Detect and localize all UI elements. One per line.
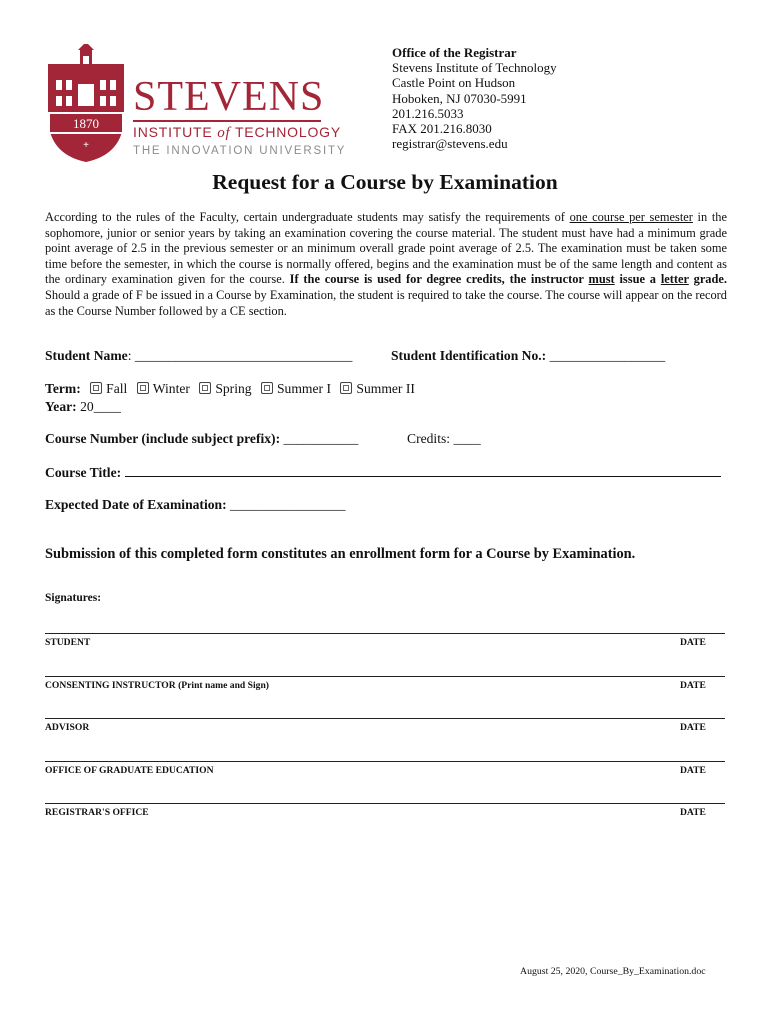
- expected-date-field[interactable]: [45, 497, 346, 513]
- student-id-label: Student Identification No.:: [391, 348, 550, 363]
- registrar-email: registrar@stevens.edu: [392, 136, 508, 152]
- signature-label-advisor: ADVISOR: [45, 722, 90, 733]
- wordmark-institute-text: INSTITUTE: [133, 124, 213, 140]
- student-id-field[interactable]: [391, 348, 665, 364]
- footer-doc-info: August 25, 2020, Course_By_Examination.doc: [520, 966, 706, 977]
- date-label-advisor: DATE: [680, 722, 706, 733]
- term-spring-checkbox[interactable]: [199, 382, 211, 394]
- student-name-field[interactable]: [45, 348, 352, 364]
- wordmark-name: STEVENS: [133, 74, 325, 120]
- expected-date-blank[interactable]: _________________: [230, 497, 346, 512]
- year-field[interactable]: [45, 399, 121, 415]
- signature-label-instructor: CONSENTING INSTRUCTOR (Print name and Sign): [45, 680, 269, 691]
- signatures-label: Signatures:: [45, 592, 102, 604]
- date-label-registrar: DATE: [680, 807, 706, 818]
- term-winter-checkbox[interactable]: [137, 382, 149, 394]
- term-spring-label: Spring: [215, 381, 252, 396]
- svg-text:1870: 1870: [73, 116, 99, 131]
- course-title-label: Course Title:: [45, 465, 125, 480]
- signature-label-registrar: REGISTRAR'S OFFICE: [45, 807, 149, 818]
- intro-bold-3: grade.: [688, 272, 727, 287]
- intro-bold-must: must: [588, 272, 615, 287]
- signature-label-graduate-office: OFFICE OF GRADUATE EDUCATION: [45, 765, 214, 776]
- term-winter-label: Winter: [152, 381, 190, 396]
- student-name-label: Student Name: [45, 348, 128, 363]
- expected-date-label: Expected Date of Examination:: [45, 497, 231, 512]
- term-fall-checkbox[interactable]: [90, 382, 102, 394]
- term-summer1-checkbox[interactable]: [261, 382, 273, 394]
- intro-bold-1: If the course is used for degree credits, the instructor: [289, 272, 589, 287]
- intro-paragraph: [45, 210, 727, 319]
- term-summer2-label: Summer II: [356, 381, 415, 396]
- intro-bold-letter: letter: [660, 272, 689, 287]
- course-title-field[interactable]: [45, 464, 721, 481]
- date-label-instructor: DATE: [680, 680, 706, 691]
- course-number-label: Course Number (include subject prefix):: [45, 431, 284, 446]
- wordmark-tagline: THE INNOVATION UNIVERSITY: [133, 145, 347, 157]
- credits-field[interactable]: [407, 431, 481, 447]
- student-id-blank[interactable]: _________________: [549, 348, 666, 363]
- intro-text-2: in the sophomore, junior or senior years by taking an examination covering the course material. The student must have had a minimum grade point average of 2.5 in the previous semester or an minimum overall grade point average of 2.5. The examination must be taken some time before the semester, in which the course is normally offered, begins and the examination must be of the same length and content as the ordinary examination given for the course.: [45, 210, 727, 287]
- wordmark-technology: TECHNOLOGY: [234, 124, 341, 140]
- course-number-blank[interactable]: ___________: [283, 431, 359, 446]
- registrar-institution: Stevens Institute of Technology: [392, 60, 557, 76]
- seal-icon: [48, 44, 124, 162]
- registrar-phone: 201.216.5033: [392, 105, 464, 121]
- intro-underline-1: one course per semester: [569, 210, 693, 224]
- wordmark-rule: [133, 120, 321, 122]
- term-label: Term:: [45, 381, 85, 396]
- student-name-blank[interactable]: : ________________________________: [127, 348, 353, 363]
- signature-line-instructor[interactable]: [45, 676, 725, 677]
- term-summer1-label: Summer I: [276, 381, 331, 396]
- intro-text-3: Should a grade of F be issued in a Course by Examination, the student is required to take the course. The course will appear on the record as the Course Number followed by a CE section.: [45, 287, 727, 318]
- registrar-street: Castle Point on Hudson: [392, 75, 516, 91]
- signature-label-student: STUDENT: [45, 637, 91, 648]
- course-title-blank[interactable]: [125, 464, 721, 477]
- svg-text:+: +: [83, 140, 89, 151]
- wordmark-of: of: [217, 125, 231, 141]
- credits-blank[interactable]: ____: [453, 431, 481, 446]
- registrar-city: Hoboken, NJ 07030-5991: [392, 90, 527, 106]
- signature-line-graduate-office[interactable]: [45, 761, 725, 762]
- registrar-address: [392, 45, 557, 151]
- registrar-office: Office of the Registrar: [392, 45, 517, 60]
- date-label-student: DATE: [680, 637, 706, 648]
- signature-line-registrar[interactable]: [45, 803, 725, 804]
- intro-text-1: According to the rules of the Faculty, certain undergraduate students may satisfy the requirements of: [45, 210, 570, 224]
- year-label: Year:: [45, 399, 81, 414]
- course-number-field[interactable]: [45, 431, 358, 447]
- credits-label: Credits:: [407, 431, 454, 446]
- page-title: Request for a Course by Examination: [212, 170, 558, 194]
- wordmark-institute: [133, 124, 346, 141]
- term-row: [45, 381, 415, 397]
- year-blank[interactable]: 20____: [80, 399, 121, 414]
- signature-line-student[interactable]: [45, 633, 725, 634]
- term-fall-label: Fall: [106, 381, 128, 396]
- signature-line-advisor[interactable]: [45, 718, 725, 719]
- date-label-graduate-office: DATE: [680, 765, 706, 776]
- intro-bold-2: issue a: [614, 272, 661, 287]
- wordmark: [133, 76, 346, 157]
- registrar-fax: FAX 201.216.8030: [392, 121, 492, 137]
- term-summer2-checkbox[interactable]: [340, 382, 352, 394]
- submission-notice: Submission of this completed form constitutes an enrollment form for a Course by Examination.: [45, 546, 636, 562]
